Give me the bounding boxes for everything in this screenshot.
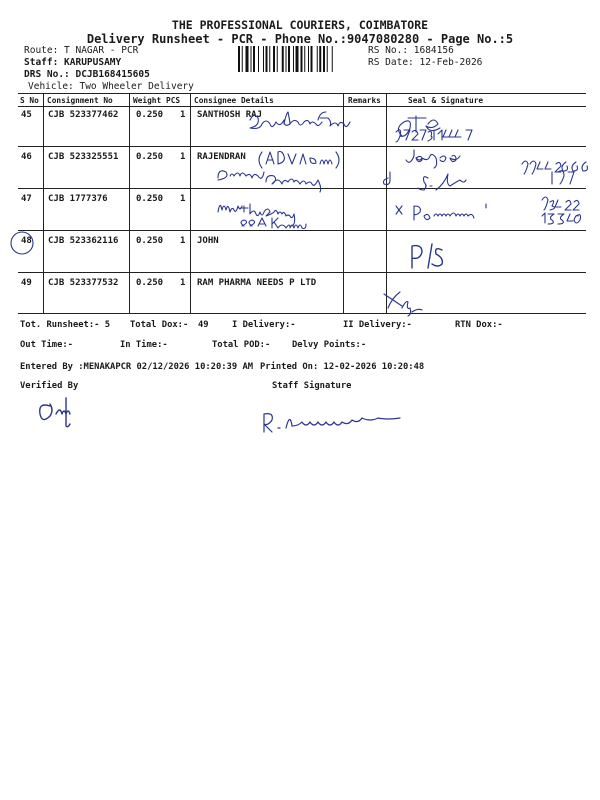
row-weight: 0.250 bbox=[136, 194, 164, 204]
row-weight: 0.250 bbox=[136, 278, 164, 288]
vehicle-label: Vehicle: Two Wheeler Delivery bbox=[28, 81, 194, 92]
handwriting-advaom bbox=[259, 152, 339, 169]
handwriting-ponnathy bbox=[414, 204, 486, 220]
row-pcs: 1 bbox=[180, 236, 186, 246]
col-header-consignee: Consignee Details bbox=[194, 96, 274, 105]
staff-signature-mark bbox=[264, 414, 400, 432]
row-consignee: JOHN bbox=[197, 236, 219, 246]
rtn-dox-label: RTN Dox:- bbox=[455, 320, 503, 330]
i-delivery-label: I Delivery:- bbox=[232, 320, 296, 330]
row-consignment-no: CJB 523377462 bbox=[48, 110, 119, 120]
handwriting-joseph bbox=[406, 150, 460, 168]
rs-number: RS No.: 1684156 bbox=[368, 45, 454, 56]
entered-by: Entered By :MENAKAPCR 02/12/2026 10:20:39 AM bbox=[20, 362, 254, 372]
handwriting-diamond-company bbox=[218, 171, 321, 192]
row-sno: 48 bbox=[21, 236, 32, 246]
staff-label: Staff: KARUPUSAMY bbox=[24, 57, 122, 68]
runsheet-title: Delivery Runsheet - PCR - Phone No.:9047080280 - Page No.:5 bbox=[86, 32, 514, 46]
handwriting-remarks-row47 bbox=[396, 206, 402, 214]
row-consignment-no: CJB 1777376 bbox=[48, 194, 108, 204]
row-consignee: RAJENDRAN bbox=[197, 152, 246, 162]
rs-date: RS Date: 12-Feb-2026 bbox=[368, 57, 483, 68]
row-sno: 46 bbox=[21, 152, 32, 162]
handwriting-number-197 bbox=[552, 171, 574, 184]
handwriting-signature-row46 bbox=[418, 174, 466, 190]
company-title: THE PROFESSIONAL COURIERS, COIMBATORE bbox=[171, 18, 429, 32]
row-pcs: 1 bbox=[180, 152, 186, 162]
row-consignment-no: CJB 523377532 bbox=[48, 278, 119, 288]
drs-number: DRS No.: DCJB168415605 bbox=[24, 69, 150, 80]
printed-on: Printed On: 12-02-2026 10:20:48 bbox=[260, 362, 425, 372]
delvy-points-label: Delvy Points:- bbox=[292, 340, 367, 350]
handwriting-phone-98422 bbox=[542, 197, 579, 210]
col-header-weight: Weight bbox=[133, 96, 162, 105]
row-weight: 0.250 bbox=[136, 152, 164, 162]
row-pcs: 1 bbox=[180, 194, 186, 204]
handwriting-phone-9787314447 bbox=[396, 130, 472, 142]
handwriting-signature-row49 bbox=[384, 292, 422, 316]
col-header-consignment: Consignment No bbox=[47, 96, 113, 105]
route-label: Route: T NAGAR - PCR bbox=[24, 45, 139, 56]
verified-by-label: Verified By bbox=[20, 381, 79, 391]
handwriting-muthusamy bbox=[218, 204, 295, 226]
total-pod-label: Total POD:- bbox=[212, 340, 271, 350]
circled-sno-48 bbox=[11, 232, 33, 254]
total-dox-label: Total Dox:- bbox=[130, 320, 189, 330]
row-pcs: 1 bbox=[180, 110, 186, 120]
verified-by-signature bbox=[40, 398, 70, 427]
row-consignment-no: CJB 523362116 bbox=[48, 236, 119, 246]
row-consignee: SANTHOSH RAJ bbox=[197, 110, 263, 120]
col-header-sno: S No bbox=[20, 96, 39, 105]
handwriting-remarks-row46 bbox=[384, 172, 391, 185]
in-time-label: In Time:- bbox=[120, 340, 168, 350]
total-dox-value: 49 bbox=[198, 320, 209, 330]
handwriting-ssa-komm bbox=[241, 218, 306, 229]
handwriting-easy-home-firm bbox=[250, 112, 350, 129]
staff-signature-label: Staff Signature bbox=[272, 381, 352, 391]
handwriting-phone-9942666 bbox=[522, 161, 588, 174]
row-weight: 0.250 bbox=[136, 110, 164, 120]
col-header-remarks: Remarks bbox=[348, 96, 381, 105]
total-runsheet: Tot. Runsheet:- 5 bbox=[20, 320, 111, 330]
row-consignee: RAM PHARMA NEEDS P LTD bbox=[197, 278, 317, 288]
row-weight: 0.250 bbox=[136, 236, 164, 246]
handwriting-pis bbox=[412, 244, 442, 268]
col-header-pcs: PCS bbox=[166, 96, 181, 105]
out-time-label: Out Time:- bbox=[20, 340, 73, 350]
col-header-seal: Seal & Signature bbox=[408, 96, 484, 105]
row-sno: 49 bbox=[21, 278, 32, 288]
row-sno: 47 bbox=[21, 194, 32, 204]
row-consignment-no: CJB 523325551 bbox=[48, 152, 119, 162]
row-pcs: 1 bbox=[180, 278, 186, 288]
handwriting-number-15540 bbox=[542, 213, 581, 224]
ii-delivery-label: II Delivery:- bbox=[343, 320, 412, 330]
row-sno: 45 bbox=[21, 110, 32, 120]
